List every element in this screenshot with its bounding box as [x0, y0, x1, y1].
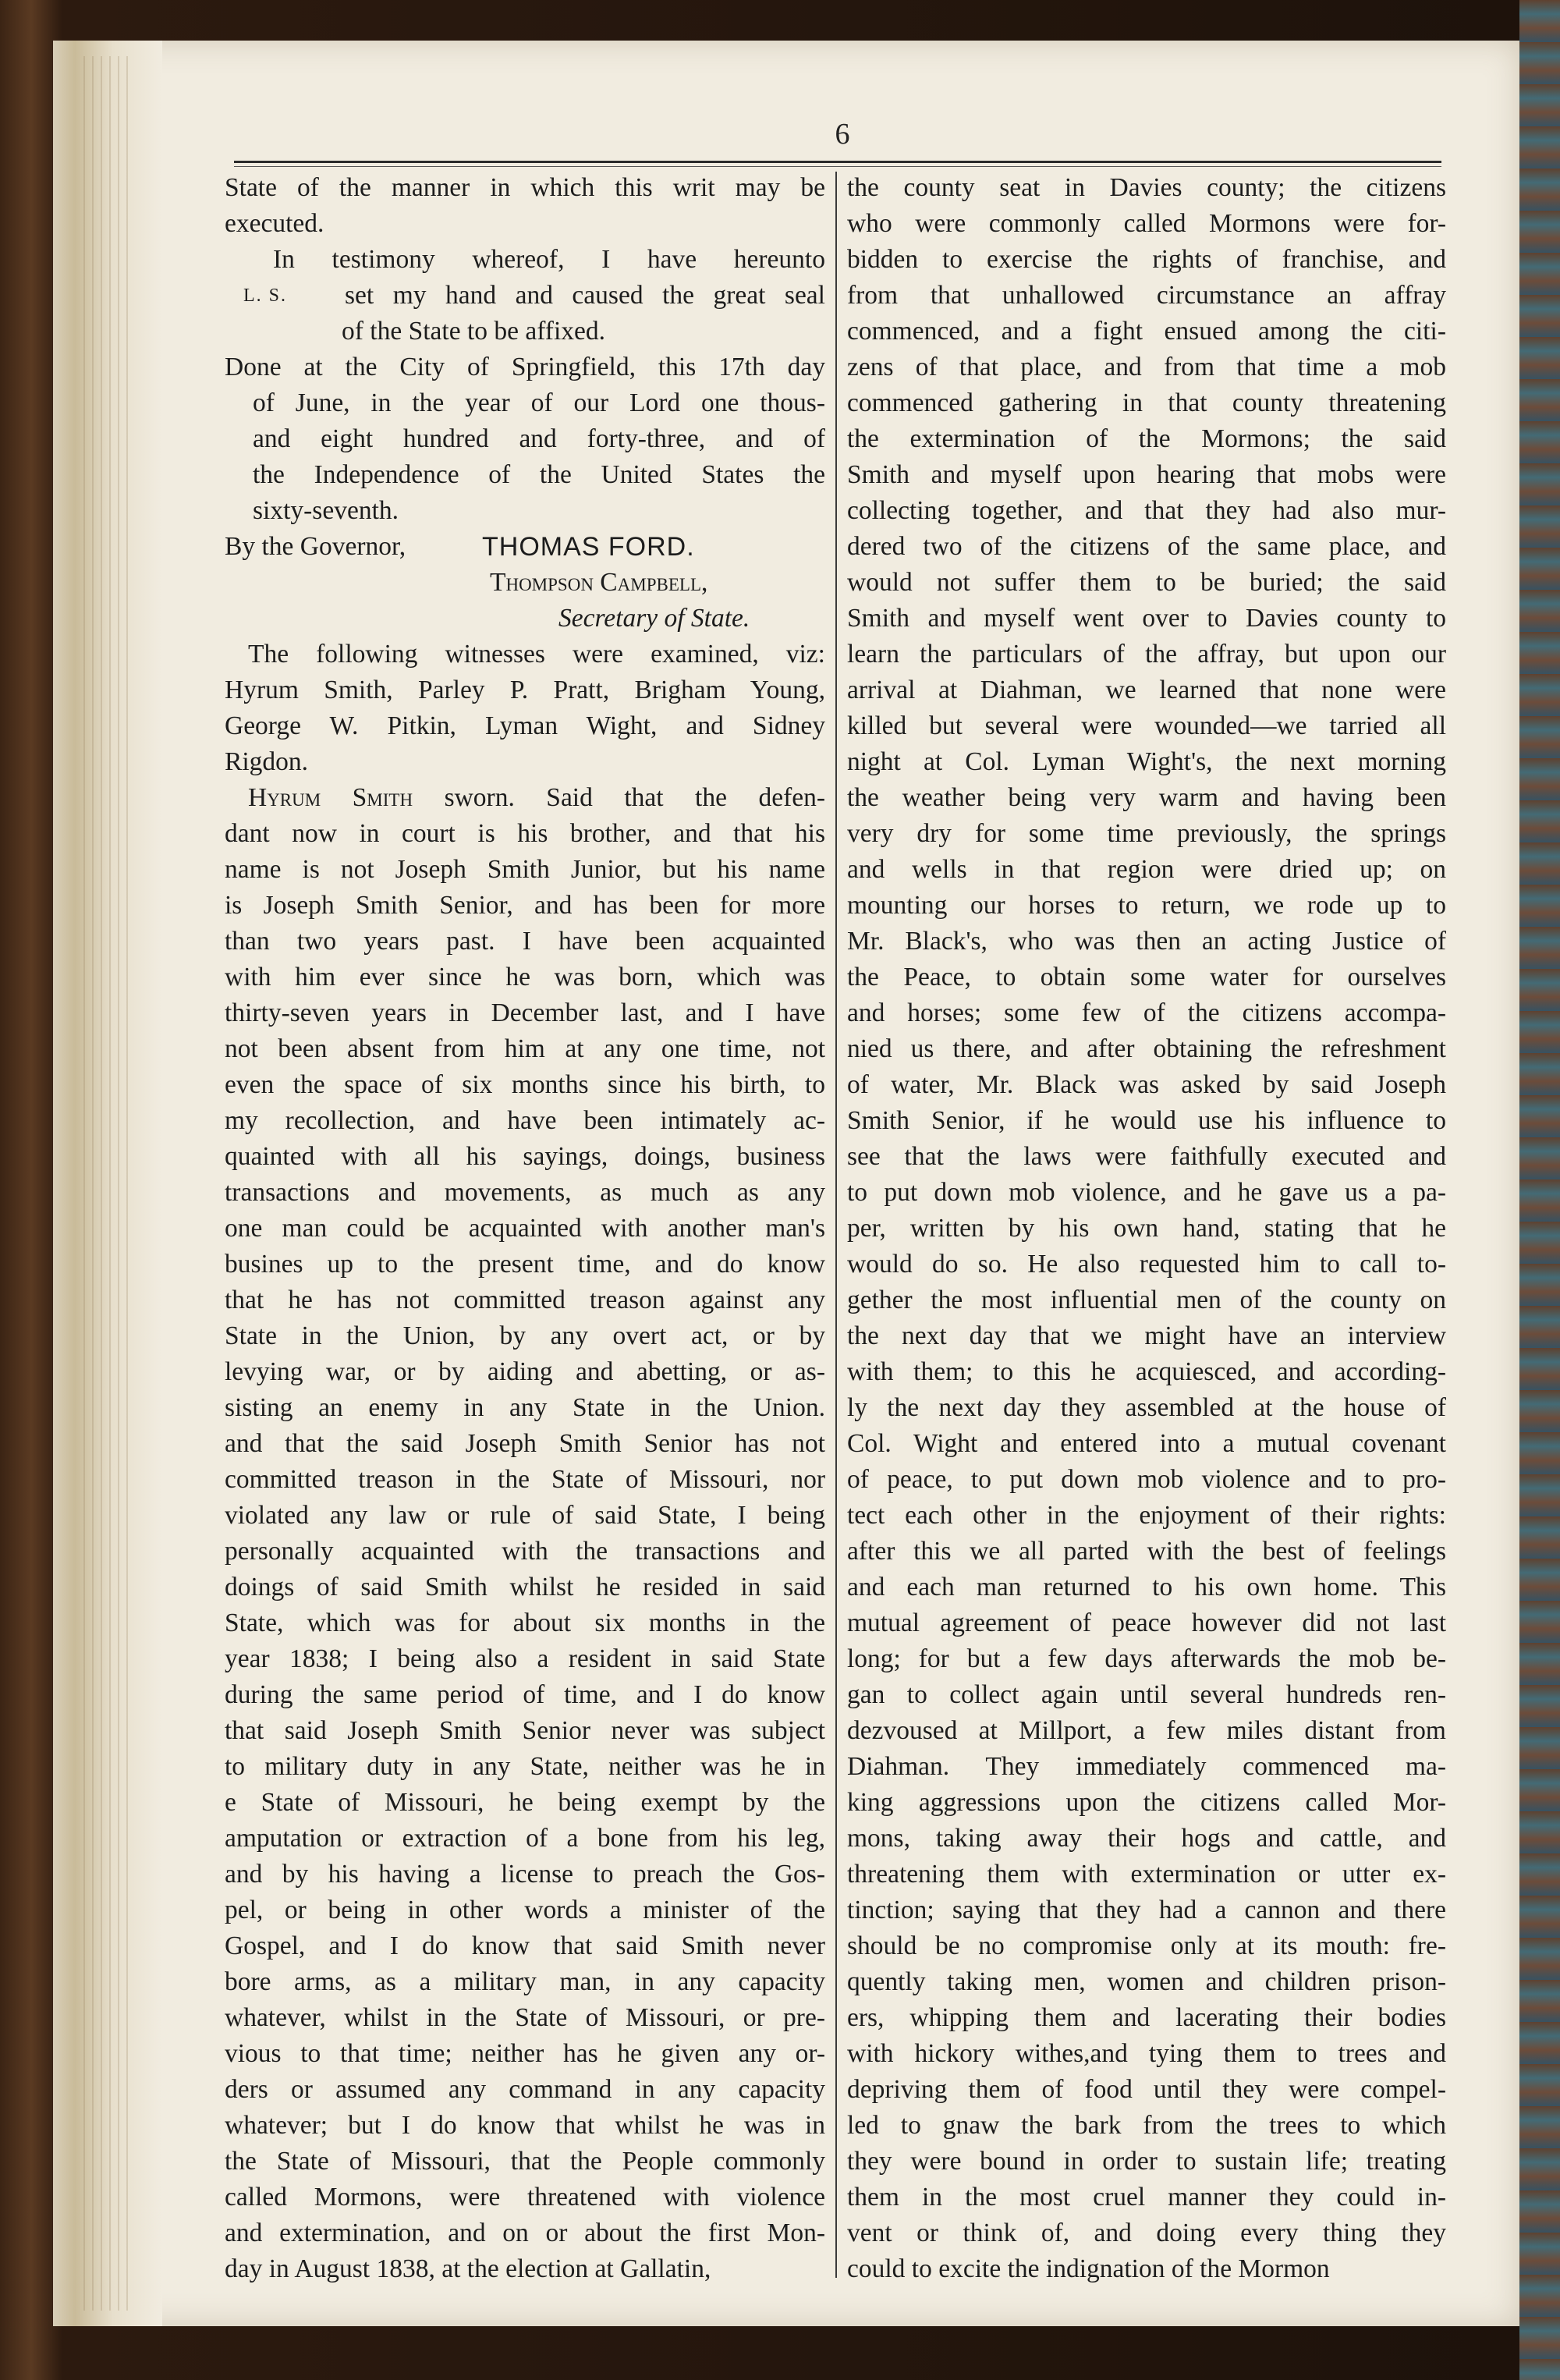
testimony-opening-text: sworn. Said that the defen-: [413, 783, 825, 812]
text-line: killed but several were wounded—we tarried all: [847, 711, 1446, 740]
text-line: quently taking men, women and children prison-: [847, 1967, 1446, 1996]
text-line: mons, taking away their hogs and cattle, and: [847, 1824, 1446, 1853]
text-line: night at Col. Lyman Wight's, the next morning: [847, 747, 1446, 776]
right-column: [847, 170, 1446, 2287]
text-line: they were bound in order to sustain life; treating: [847, 2147, 1446, 2176]
text-line: ers, whipping them and lacerating their bodies: [847, 2003, 1446, 2032]
text-line: of peace, to put down mob violence and to pro-: [847, 1465, 1446, 1494]
text-line: personally acquainted with the transactions and: [225, 1537, 825, 1566]
text-line: whatever; but I do know that whilst he was in: [225, 2111, 825, 2140]
text-line: State, which was for about six months in the: [225, 1609, 825, 1637]
text-line: zens of that place, and from that time a mob: [847, 353, 1446, 381]
text-line: than two years past. I have been acquainted: [225, 927, 825, 956]
text-line: learn the particulars of the affray, but upon our: [847, 640, 1446, 669]
text-line: to put down mob violence, and he gave us a pa-: [847, 1178, 1446, 1207]
done-line: sixty-seventh.: [253, 496, 399, 525]
text-line: Col. Wight and entered into a mutual covenant: [847, 1429, 1446, 1458]
text-line: not been absent from him at any one time, not: [225, 1034, 825, 1063]
text-line: commenced gathering in that county threatening: [847, 388, 1446, 417]
text-line: see that the laws were faithfully executed and: [847, 1142, 1446, 1171]
witness-line: George W. Pitkin, Lyman Wight, and Sidney: [225, 711, 825, 740]
text-line: Smith and myself upon hearing that mobs were: [847, 460, 1446, 489]
text-line: Smith and myself went over to Davies county to: [847, 604, 1446, 633]
seal-line: [225, 278, 825, 314]
text-line: and by his having a license to preach the Gos-: [225, 1860, 825, 1889]
text-line: ders or assumed any command in any capacity: [225, 2075, 825, 2104]
text-line: dant now in court is his brother, and that his: [225, 819, 825, 848]
text-line: should be no compromise only at its mouth: fre-: [847, 1931, 1446, 1960]
witness-line: Rigdon.: [225, 747, 309, 776]
text-line: Diahman. They immediately commenced ma-: [847, 1752, 1446, 1781]
text-line: the extermination of the Mormons; the said: [847, 424, 1446, 453]
witness-name: Hyrum Smith: [248, 783, 413, 812]
seal-mark: L. S.: [243, 286, 288, 306]
page-gutter: [53, 41, 162, 2326]
text-line: my recollection, and have been intimately ac-: [225, 1106, 825, 1135]
text-line: mutual agreement of peace however did not last: [847, 1609, 1446, 1637]
text-line: Mr. Black's, who was then an acting Justice of: [847, 927, 1446, 956]
text-line: amputation or extraction of a bone from his leg,: [225, 1824, 825, 1853]
text-line: threatening them with extermination or utter ex-: [847, 1860, 1446, 1889]
done-line: Done at the City of Springfield, this 17th day: [225, 353, 825, 381]
text-line: that he has not committed treason against any: [225, 1286, 825, 1314]
text-line: sisting an enemy in any State in the Union.: [225, 1393, 825, 1422]
text-line: collecting together, and that they had also mur-: [847, 496, 1446, 525]
text-line: ly the next day they assembled at the house of: [847, 1393, 1446, 1422]
text-line: even the space of six months since his birth, to: [225, 1070, 825, 1099]
left-body: [225, 816, 825, 2287]
text-line: doings of said Smith whilst he resided in said: [225, 1573, 825, 1601]
text-line: executed.: [225, 209, 324, 238]
text-line: long; for but a few days afterwards the mob be-: [847, 1644, 1446, 1673]
text-line: and each man returned to his own home. This: [847, 1573, 1446, 1601]
witness-line: Hyrum Smith, Parley P. Pratt, Brigham Young,: [225, 676, 825, 704]
text-line: one man could be acquainted with another man's: [225, 1214, 825, 1243]
text-line: them in the most cruel manner they could in-: [847, 2183, 1446, 2212]
text-line: nied us there, and after obtaining the refreshment: [847, 1034, 1446, 1063]
gutter-page-edges: [76, 56, 131, 2311]
text-line: and extermination, and on or about the first Mon-: [225, 2219, 825, 2247]
text-line: would do so. He also requested him to call to-: [847, 1250, 1446, 1279]
done-line: of June, in the year of our Lord one thous-: [253, 388, 825, 417]
text-line: thirty-seven years in December last, and I have: [225, 998, 825, 1027]
text-line: the county seat in Davies county; the citizens: [847, 173, 1446, 202]
text-line: e State of Missouri, he being exempt by the: [225, 1788, 825, 1817]
text-line: day in August 1838, at the election at Gallatin,: [225, 2254, 711, 2283]
text-line: from that unhallowed circumstance an affray: [847, 281, 1446, 310]
text-line: levying war, or by aiding and abetting, or as-: [225, 1357, 825, 1386]
text-line: that said Joseph Smith Senior never was subject: [225, 1716, 825, 1745]
text-line: busines up to the present time, and do know: [225, 1250, 825, 1279]
text-line: year 1838; I being also a resident in said State: [225, 1644, 825, 1673]
done-line: and eight hundred and forty-three, and of: [253, 424, 825, 453]
text-line: commenced, and a fight ensued among the citi-: [847, 317, 1446, 346]
text-line: is Joseph Smith Senior, and has been for more: [225, 891, 825, 920]
secretary-name: Thompson Campbell,: [490, 568, 708, 597]
text-line: mounting our horses to return, we rode up to: [847, 891, 1446, 920]
text-line: pel, or being in other words a minister of the: [225, 1896, 825, 1924]
text-line: the next day that we might have an interview: [847, 1321, 1446, 1350]
text-line: dezvoused at Millport, a few miles distant from: [847, 1716, 1446, 1745]
book-edge: [1519, 0, 1560, 2380]
testimony-line: In testimony whereof, I have hereunto: [273, 245, 825, 274]
text-line: violated any law or rule of said State, I being: [225, 1501, 825, 1530]
text-line: of water, Mr. Black was asked by said Joseph: [847, 1070, 1446, 1099]
text-line: to military duty in any State, neither was he in: [225, 1752, 825, 1781]
column-divider: [835, 172, 837, 2278]
text-line: Gospel, and I do know that said Smith never: [225, 1931, 825, 1960]
text-line: after this we all parted with the best of feelings: [847, 1537, 1446, 1566]
text-line: arrival at Diahman, we learned that none were: [847, 676, 1446, 704]
text-line: the State of Missouri, that the People commonly: [225, 2147, 825, 2176]
text-line: bidden to exercise the rights of franchise, and: [847, 245, 1446, 274]
text-line: the weather being very warm and having been: [847, 783, 1446, 812]
secretary-title: Secretary of State.: [558, 604, 750, 633]
text-line: could to excite the indignation of the Mormon: [847, 2254, 1330, 2283]
right-body: [847, 170, 1446, 2287]
text-line: vious to that time; neither has he given any or-: [225, 2039, 825, 2068]
text-line: and that the said Joseph Smith Senior has not: [225, 1429, 825, 1458]
text-line: quainted with all his sayings, doings, business: [225, 1142, 825, 1171]
text-line: State of the manner in which this writ may be: [225, 173, 825, 202]
text-line: depriving them of food until they were compel-: [847, 2075, 1446, 2104]
text-line: dered two of the citizens of the same place, and: [847, 532, 1446, 561]
text-line: tect each other in the enjoyment of their rights:: [847, 1501, 1446, 1530]
testimony-opening: [225, 780, 825, 816]
text-line: with them; to this he acquiesced, and according-: [847, 1357, 1446, 1386]
governor-name: THOMAS FORD.: [482, 532, 695, 562]
text-line: bore arms, as a military man, in any capacity: [225, 1967, 825, 1996]
left-column: [225, 170, 825, 2287]
text-line: very dry for some time previously, the springs: [847, 819, 1446, 848]
text-line: and wells in that region were dried up; on: [847, 855, 1446, 884]
signature-line: [225, 529, 825, 565]
text-line: gan to collect again until several hundreds ren-: [847, 1680, 1446, 1709]
text-line: with hickory withes,and tying them to trees and: [847, 2039, 1446, 2068]
text-line: transactions and movements, as much as any: [225, 1178, 825, 1207]
text-line: tinction; saying that they had a cannon and there: [847, 1896, 1446, 1924]
signature-lead: By the Governor,: [225, 532, 406, 561]
text-line: led to gnaw the bark from the trees to which: [847, 2111, 1446, 2140]
text-line: with him ever since he was born, which was: [225, 963, 825, 991]
text-line: Smith Senior, if he would use his influence to: [847, 1106, 1446, 1135]
text-line: gether the most influential men of the county on: [847, 1286, 1446, 1314]
text-line: per, written by his own hand, stating that he: [847, 1214, 1446, 1243]
text-line: during the same period of time, and I do know: [225, 1680, 825, 1709]
text-line: who were commonly called Mormons were for-: [847, 209, 1446, 238]
text-line: the Peace, to obtain some water for ourselves: [847, 963, 1446, 991]
text-line: king aggressions upon the citizens called Mor-: [847, 1788, 1446, 1817]
seal-continuation: of the State to be affixed.: [342, 317, 605, 346]
text-line: name is not Joseph Smith Junior, but his name: [225, 855, 825, 884]
text-line: committed treason in the State of Missouri, nor: [225, 1465, 825, 1494]
done-line: the Independence of the United States the: [253, 460, 825, 489]
text-line: would not suffer them to be buried; the said: [847, 568, 1446, 597]
text-line: State in the Union, by any overt act, or by: [225, 1321, 825, 1350]
witness-line: The following witnesses were examined, viz:: [248, 640, 825, 669]
seal-text: set my hand and caused the great seal: [345, 281, 825, 310]
text-line: vent or think of, and doing every thing they: [847, 2219, 1446, 2247]
header-rule: [234, 161, 1441, 167]
text-line: called Mormons, were threatened with violence: [225, 2183, 825, 2212]
text-line: whatever, whilst in the State of Missouri, or pre-: [225, 2003, 825, 2032]
page-number: 6: [835, 118, 850, 151]
text-line: and horses; some few of the citizens accompa-: [847, 998, 1446, 1027]
